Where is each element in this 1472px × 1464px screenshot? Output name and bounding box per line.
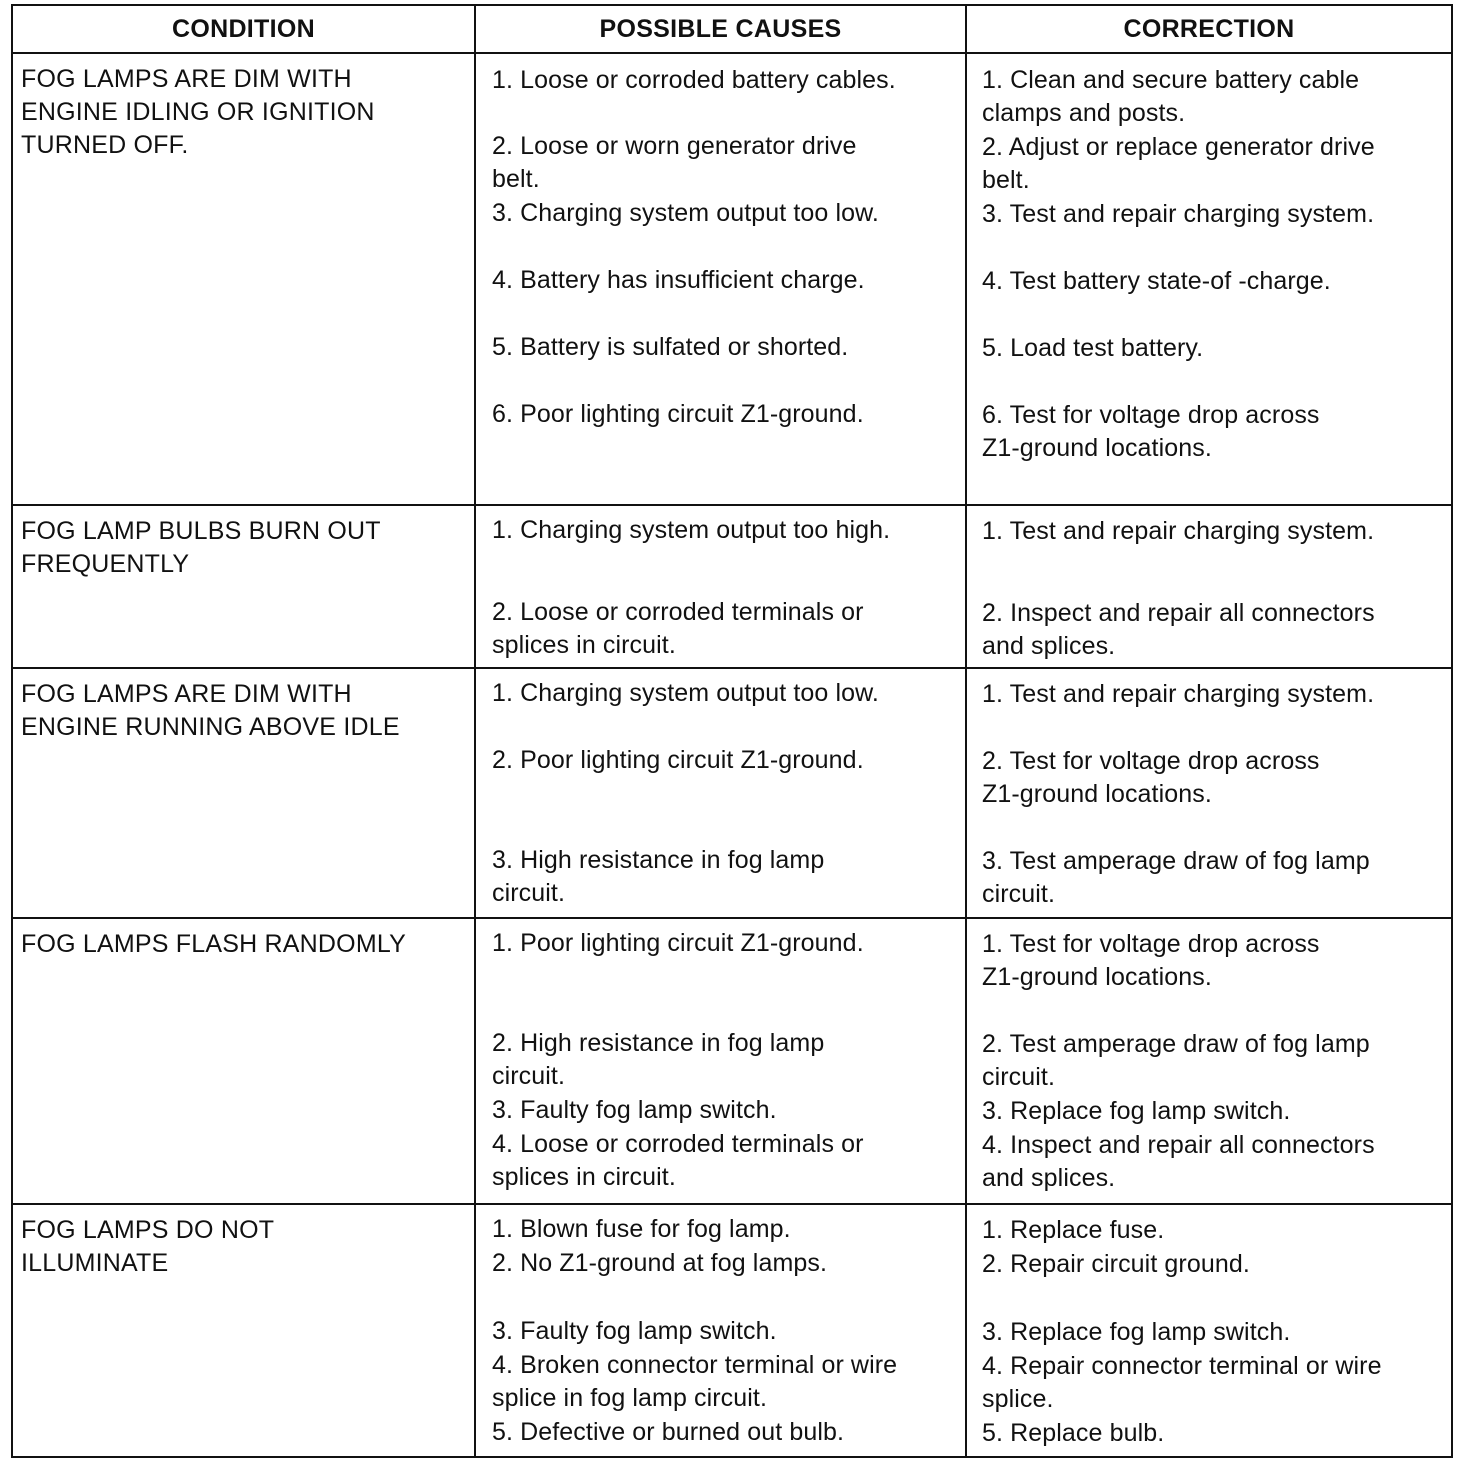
cause-item: 2. Loose or corroded terminals or splices in circuit.: [492, 598, 864, 659]
correction-item: 3. Replace fog lamp switch.: [982, 1318, 1291, 1346]
correction-item: 2. Adjust or replace generator drive belt.: [982, 133, 1375, 194]
causes-cell: [476, 506, 967, 669]
cause-item: 2. Poor lighting circuit Z1-ground.: [492, 746, 864, 774]
correction-item: 5. Replace bulb.: [982, 1419, 1165, 1447]
correction-item: 3. Replace fog lamp switch.: [982, 1097, 1291, 1125]
condition-cell: FOG LAMPS ARE DIM WITH ENGINE IDLING OR IGNITION TURNED OFF.: [13, 54, 476, 506]
condition-cell: FOG LAMPS ARE DIM WITH ENGINE RUNNING ABOVE IDLE: [13, 669, 476, 919]
diagnosis-table: [11, 4, 1453, 1458]
cause-item: 3. High resistance in fog lamp circuit.: [492, 846, 825, 907]
correction-cell: [967, 1205, 1451, 1456]
correction-item: 6. Test for voltage drop across Z1-ground locations.: [982, 401, 1320, 462]
causes-cell: [476, 54, 967, 506]
correction-cell: [967, 54, 1451, 506]
correction-item: 1. Test for voltage drop across Z1-ground locations.: [982, 930, 1320, 991]
correction-cell: [967, 506, 1451, 669]
correction-item: 3. Test amperage draw of fog lamp circuit.: [982, 847, 1370, 908]
correction-item: 4. Repair connector terminal or wire splice.: [982, 1352, 1382, 1413]
cause-item: 2. Loose or worn generator drive belt.: [492, 132, 857, 193]
cause-item: 4. Battery has insufficient charge.: [492, 266, 865, 294]
cause-item: 1. Blown fuse for fog lamp.: [492, 1215, 791, 1243]
correction-cell: [967, 919, 1451, 1205]
cause-item: 4. Loose or corroded terminals or splices in circuit.: [492, 1130, 864, 1191]
cause-item: 2. No Z1-ground at fog lamps.: [492, 1249, 828, 1277]
cause-item: 1. Charging system output too high.: [492, 516, 891, 544]
header-condition: CONDITION: [13, 6, 476, 54]
cause-item: 6. Poor lighting circuit Z1-ground.: [492, 400, 864, 428]
correction-item: 2. Test for voltage drop across Z1-ground locations.: [982, 747, 1320, 808]
correction-item: 1. Replace fuse.: [982, 1216, 1165, 1244]
cause-item: 4. Broken connector terminal or wire splice in fog lamp circuit.: [492, 1351, 898, 1412]
cause-item: 2. High resistance in fog lamp circuit.: [492, 1029, 825, 1090]
correction-item: 1. Test and repair charging system.: [982, 517, 1375, 545]
correction-item: 4. Test battery state-of -charge.: [982, 267, 1331, 295]
condition-cell: FOG LAMP BULBS BURN OUT FREQUENTLY: [13, 506, 476, 669]
condition-cell: FOG LAMPS FLASH RANDOMLY: [13, 919, 476, 1205]
causes-cell: [476, 1205, 967, 1456]
cause-item: 3. Charging system output too low.: [492, 199, 879, 227]
cause-item: 1. Poor lighting circuit Z1-ground.: [492, 929, 864, 957]
correction-item: 1. Test and repair charging system.: [982, 680, 1375, 708]
cause-item: 1. Loose or corroded battery cables.: [492, 66, 896, 94]
cause-item: 5. Battery is sulfated or shorted.: [492, 333, 849, 361]
correction-item: 1. Clean and secure battery cable clamps and posts.: [982, 66, 1360, 127]
correction-item: 3. Test and repair charging system.: [982, 200, 1375, 228]
header-possible-causes: POSSIBLE CAUSES: [476, 6, 967, 54]
correction-item: 2. Repair circuit ground.: [982, 1250, 1250, 1278]
cause-item: 1. Charging system output too low.: [492, 679, 879, 707]
cause-item: 3. Faulty fog lamp switch.: [492, 1317, 777, 1345]
causes-cell: [476, 669, 967, 919]
correction-item: 5. Load test battery.: [982, 334, 1204, 362]
correction-cell: [967, 669, 1451, 919]
causes-cell: [476, 919, 967, 1205]
cause-item: 5. Defective or burned out bulb.: [492, 1418, 845, 1446]
cause-item: 3. Faulty fog lamp switch.: [492, 1096, 777, 1124]
correction-item: 4. Inspect and repair all connectors and splices.: [982, 1131, 1375, 1192]
header-correction: CORRECTION: [967, 6, 1451, 54]
correction-item: 2. Test amperage draw of fog lamp circuit.: [982, 1030, 1370, 1091]
correction-item: 2. Inspect and repair all connectors and splices.: [982, 599, 1375, 660]
condition-cell: FOG LAMPS DO NOT ILLUMINATE: [13, 1205, 476, 1456]
